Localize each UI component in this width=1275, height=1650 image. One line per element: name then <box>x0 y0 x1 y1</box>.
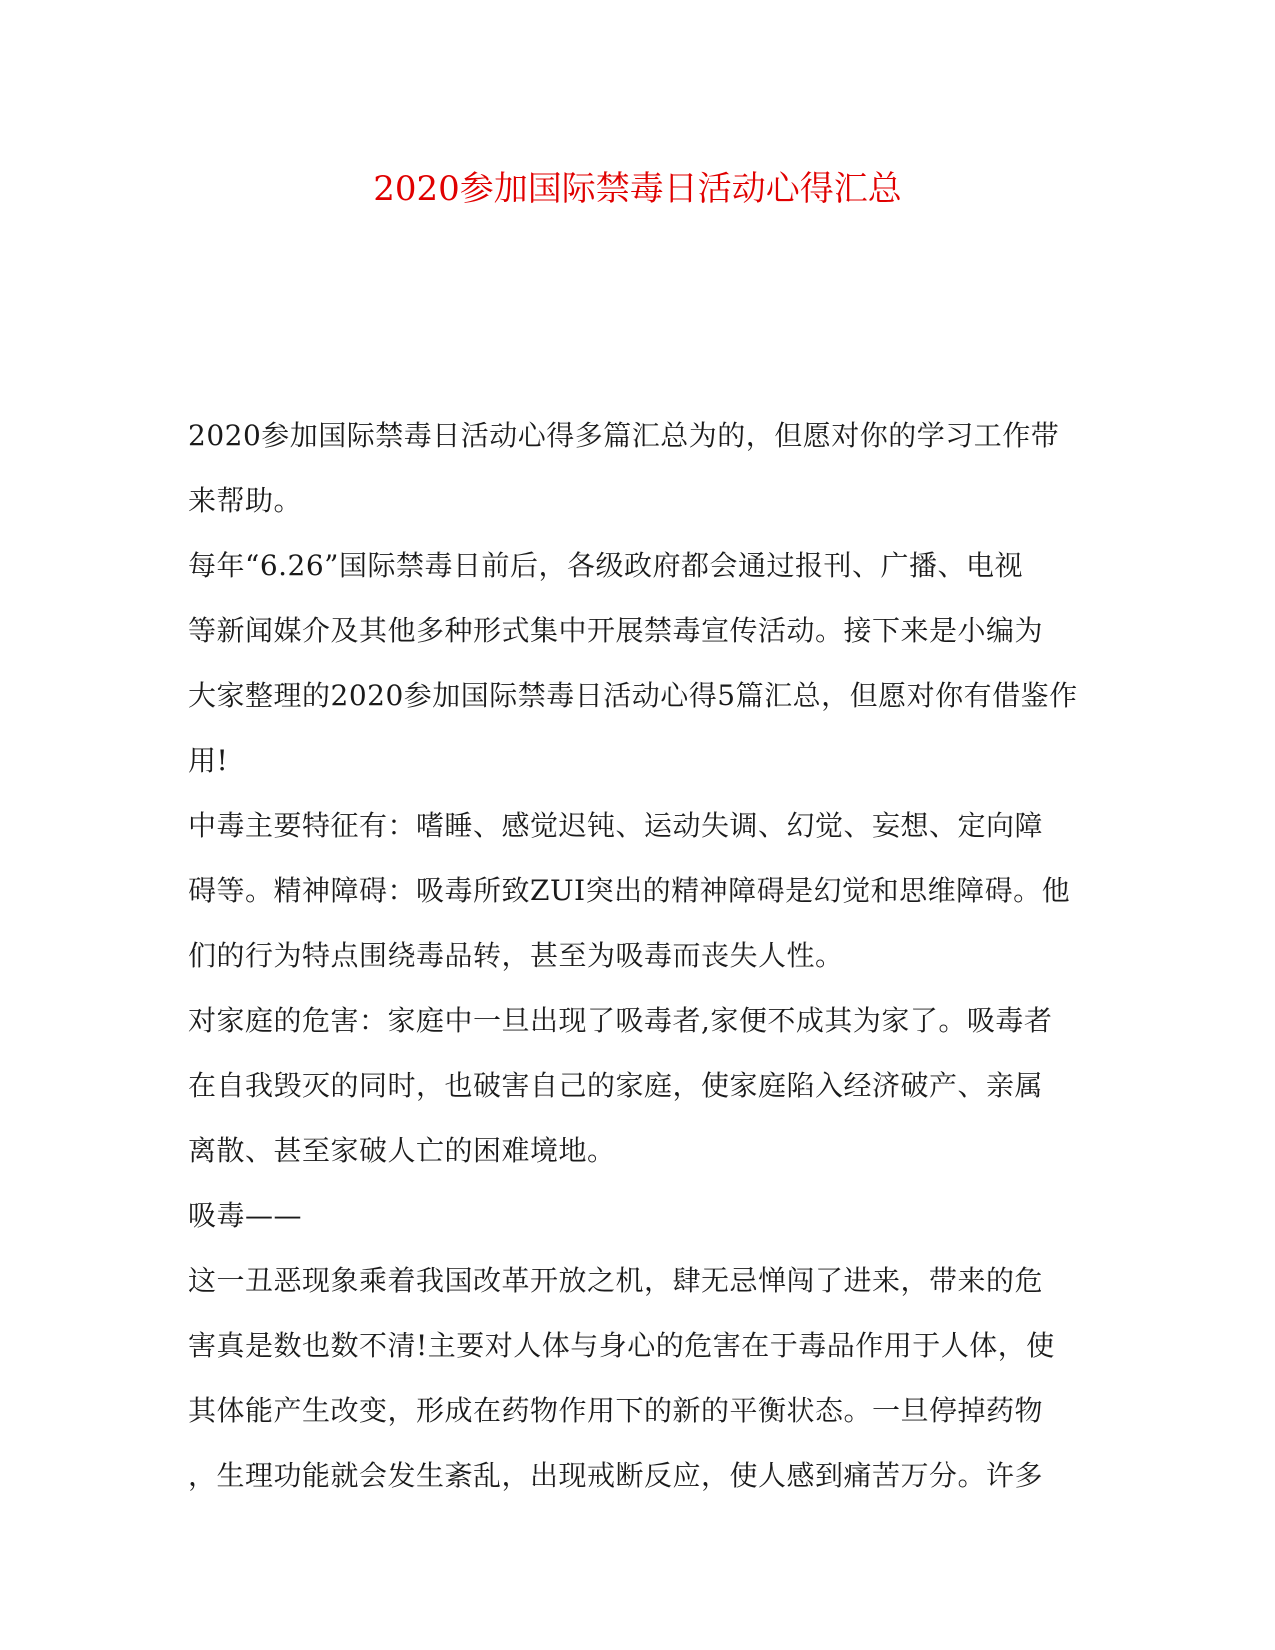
body-line: 们的行为特点围绕毒品转，甚至为吸毒而丧失人性。 <box>188 939 844 972</box>
body-line: 吸毒—— <box>188 1199 303 1232</box>
body-line: 对家庭的危害：家庭中一旦出现了吸毒者,家便不成其为家了。吸毒者 <box>188 1004 1053 1037</box>
body-line: 大家整理的2020参加国际禁毒日活动心得5篇汇总，但愿对你有借鉴作 <box>188 679 1078 712</box>
body-line: 来帮助。 <box>188 484 303 517</box>
body-line: 中毒主要特征有：嗜睡、感觉迟钝、运动失调、幻觉、妄想、定向障 <box>188 809 1044 842</box>
body-line: 这一丑恶现象乘着我国改革开放之机，肆无忌惮闯了进来，带来的危 <box>188 1264 1044 1297</box>
body-line: 每年“6.26”国际禁毒日前后，各级政府都会通过报刊、广播、电视 <box>188 549 1023 582</box>
body-line: 用! <box>188 744 229 777</box>
body-line: 在自我毁灭的同时，也破害自己的家庭，使家庭陷入经济破产、亲属 <box>188 1069 1044 1102</box>
document-body <box>188 403 1088 1508</box>
body-line: 等新闻媒介及其他多种形式集中开展禁毒宣传活动。接下来是小编为 <box>188 614 1044 647</box>
document-title: 2020参加国际禁毒日活动心得汇总 <box>373 169 902 209</box>
body-line: 害真是数也数不清!主要对人体与身心的危害在于毒品作用于人体，使 <box>188 1329 1055 1362</box>
body-line: 离散、甚至家破人亡的困难境地。 <box>188 1134 616 1167</box>
body-line: 其体能产生改变，形成在药物作用下的新的平衡状态。一旦停掉药物 <box>188 1394 1044 1427</box>
body-line: 碍等。精神障碍：吸毒所致ZUI突出的精神障碍是幻觉和思维障碍。他 <box>188 874 1071 907</box>
body-line: ，生理功能就会发生紊乱，出现戒断反应，使人感到痛苦万分。许多 <box>188 1459 1044 1492</box>
body-line: 2020参加国际禁毒日活动心得多篇汇总为的，但愿对你的学习工作带 <box>188 419 1060 452</box>
